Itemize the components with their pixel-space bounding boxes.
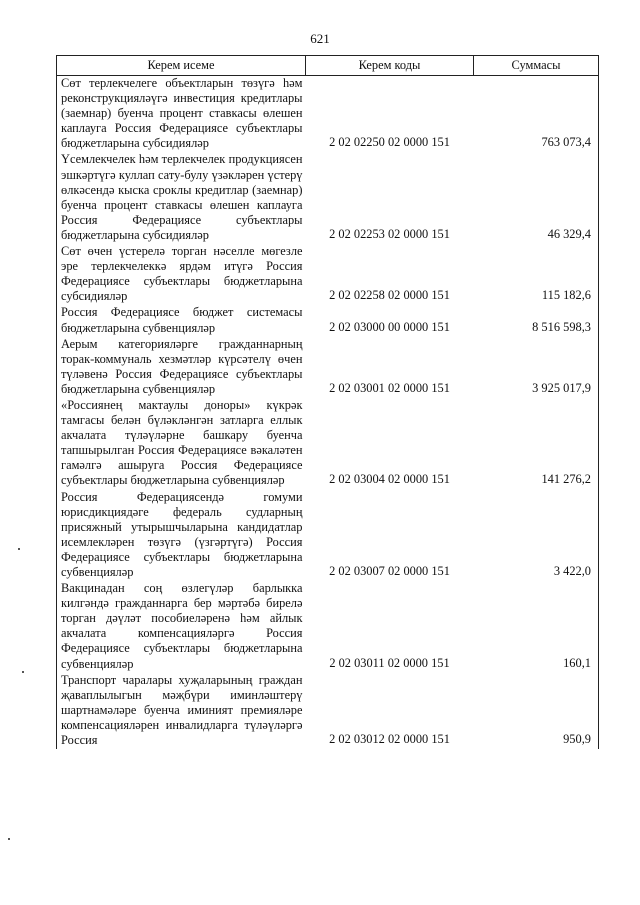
row-code: 2 02 03012 02 0000 151 bbox=[329, 732, 450, 747]
table-body bbox=[57, 76, 599, 750]
table-row bbox=[57, 152, 599, 244]
row-amount: 141 276,2 bbox=[474, 398, 599, 490]
row-name: Үсемлекчелек һәм терлекчелек продукциясен эшкәртүгә куллап сату-булу үзәкләрен үстерү өлкәсендә кыска сроклы кредитлар (заемнар) буенча процент ставкасы өлешен каплауга Россия Федерациясе субъектлары бюджетларына субсидияләр bbox=[57, 152, 306, 244]
table-row bbox=[57, 398, 599, 490]
row-amount: 950,9 bbox=[474, 673, 599, 749]
row-name: Транспорт чаралары хуҗаларының граждан җаваплылыгын мәҗбүри иминләштерү шартнамәләре буенча иминият премияләре компенсацияләрен инвалидларга түләүләргә Россия bbox=[57, 673, 306, 749]
row-name: «Россиянең мактаулы доноры» күкрәк тамгасы белән бүләкләнгән затларга еллык акчалата түләүләрне башкару буенча тапшырылган Россия Федерациясе вәкаләтен гамәлгә ашыруга Россия Федерациясе субъектлары бюджетларына субвенцияләр bbox=[57, 398, 306, 490]
header-name: Керем исеме bbox=[57, 56, 306, 76]
scan-speck bbox=[22, 671, 24, 673]
table-row bbox=[57, 490, 599, 582]
row-name: Россия Федерациясендә гомуми юрисдикциядәге федераль судларның присяжный утырышчыларына кандидатлар исемлекләрен төзүгә (үзгәртүгә) Россия Федерациясе субъектлары бюджетларына субвенцияләр bbox=[57, 490, 306, 582]
table-row bbox=[57, 305, 599, 336]
row-code: 2 02 02253 02 0000 151 bbox=[329, 226, 450, 241]
row-amount: 160,1 bbox=[474, 581, 599, 673]
row-code: 2 02 03000 00 0000 151 bbox=[329, 319, 450, 334]
row-amount: 8 516 598,3 bbox=[474, 305, 599, 336]
row-code: 2 02 02258 02 0000 151 bbox=[329, 288, 450, 303]
table-header bbox=[57, 56, 599, 76]
header-code: Керем коды bbox=[306, 56, 474, 76]
row-name: Сөт өчен үстерелә торган нәселле мөгезле эре терлекчелеккә ярдәм итүгә Россия Федерациясе субъектлары бюджетларына субсидияләр bbox=[57, 244, 306, 305]
table-row bbox=[57, 76, 599, 153]
row-code: 2 02 03004 02 0000 151 bbox=[329, 472, 450, 487]
budget-table bbox=[56, 55, 599, 749]
row-amount: 763 073,4 bbox=[474, 76, 599, 153]
row-name: Россия Федерациясе бюджет системасы бюджетларына субвенцияләр bbox=[57, 305, 306, 336]
row-name: Сөт терлекчелеге объектларын төзүгә һәм реконструкцияләүгә инвестиция кредитлары (заемнар) буенча процент ставкасы өлешен каплауга Россия Федерациясе субъектлары бюджетларына субсидияләр bbox=[57, 76, 306, 153]
table-row bbox=[57, 581, 599, 673]
row-name: Вакцинадан соң өзлегүләр барлыкка килгәндә гражданнарга бер мәртәбә бирелә торган дәүләт пособиеләренә һәм айлык акчалата компенсацияләргә Россия Федерациясе субъектлары бюджетларына субвенцияләр bbox=[57, 581, 306, 673]
scan-speck bbox=[18, 548, 20, 550]
table-row bbox=[57, 244, 599, 305]
row-name: Аерым категорияләрге гражданнарның торак-коммуналь хезмәтләр күрсәтелү өчен түләвенә Россия Федерациясе субъектлары бюджетларына субвенцияләр bbox=[57, 337, 306, 398]
table-row bbox=[57, 337, 599, 398]
row-code: 2 02 02250 02 0000 151 bbox=[329, 135, 450, 150]
row-code: 2 02 03011 02 0000 151 bbox=[329, 655, 450, 670]
table-row bbox=[57, 673, 599, 749]
row-amount: 3 422,0 bbox=[474, 490, 599, 582]
row-code: 2 02 03007 02 0000 151 bbox=[329, 564, 450, 578]
row-amount: 115 182,6 bbox=[474, 244, 599, 305]
header-amount: Суммасы bbox=[474, 56, 599, 76]
page-number: 621 bbox=[310, 31, 330, 46]
row-amount: 3 925 017,9 bbox=[474, 337, 599, 398]
row-code: 2 02 03001 02 0000 151 bbox=[329, 380, 450, 395]
row-amount: 46 329,4 bbox=[474, 152, 599, 244]
scan-speck bbox=[8, 838, 10, 840]
